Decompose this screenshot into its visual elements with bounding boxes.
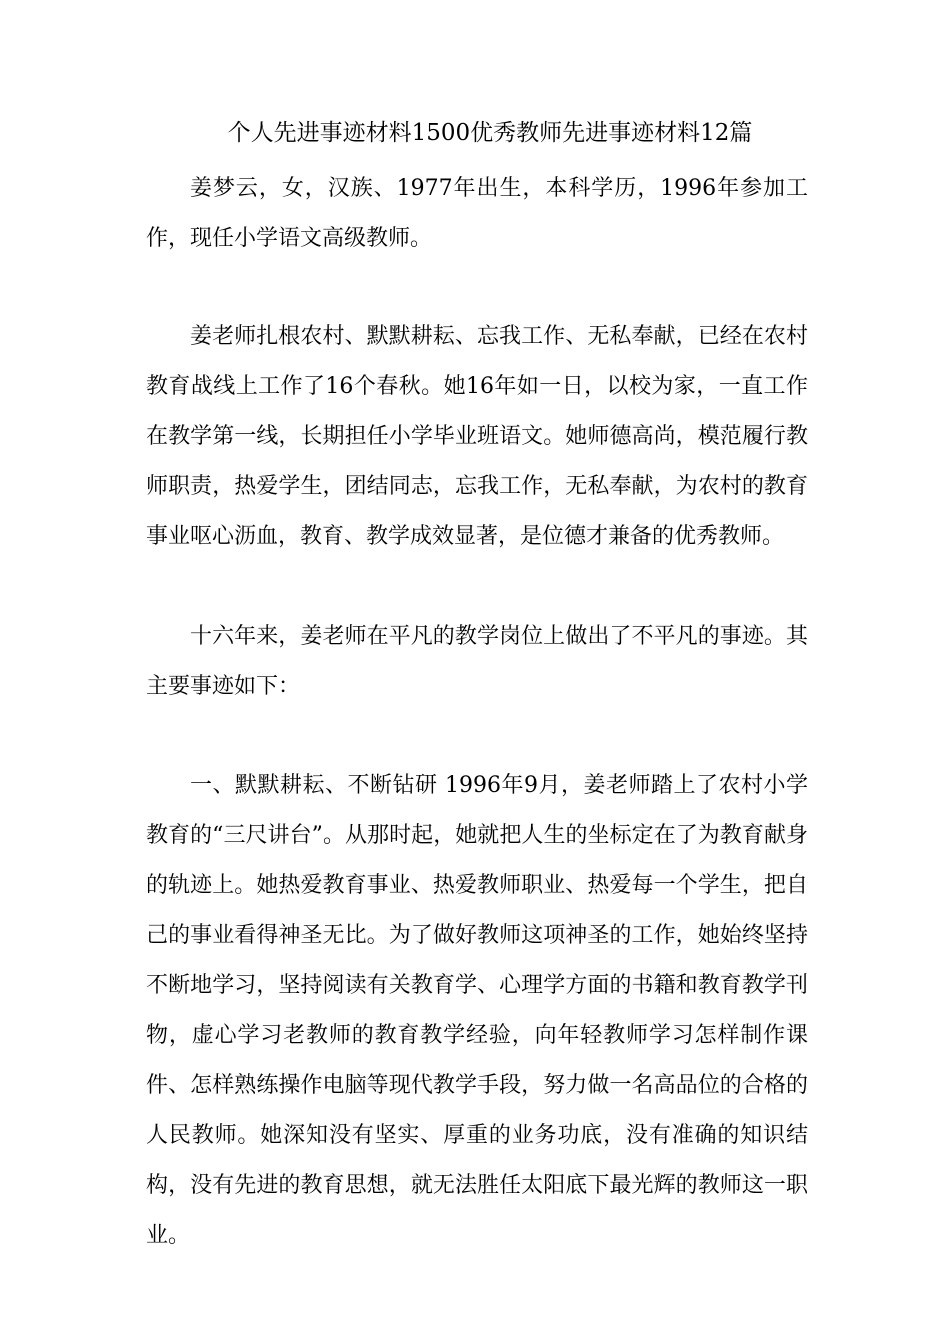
paragraph-overview: 十六年来，姜老师在平凡的教学岗位上做出了不平凡的事迹。其主要事迹如下：: [146, 624, 808, 699]
document-title: 个人先进事迹材料1500优秀教师先进事迹材料12篇: [227, 120, 753, 146]
paragraph-intro: 姜梦云，女，汉族、1977年出生，本科学历，1996年参加工作，现任小学语文高级教师。: [146, 176, 808, 251]
paragraph-summary: 姜老师扎根农村、默默耕耘、忘我工作、无私奉献，已经在农村教育战线上工作了16个春秋。她16年如一日，以校为家，一直工作在教学第一线，长期担任小学毕业班语文。她师德高尚，模范履行教师职责，热爱学生，团结同志，忘我工作，无私奉献，为农村的教育事业呕心沥血，教育、教学成效显著，是位德才兼备的优秀教师。: [146, 324, 808, 549]
paragraph-section-one: 一、默默耕耘、不断钻研 1996年9月，姜老师踏上了农村小学教育的“三尺讲台”。从那时起，她就把人生的坐标定在了为教育献身的轨迹上。她热爱教育事业、热爱教师职业、热爱每一个学生，把自己的事业看得神圣无比。为了做好教师这项神圣的工作，她始终坚持不断地学习，坚持阅读有关教育学、心理学方面的书籍和教育教学刊物，虚心学习老教师的教育教学经验，向年轻教师学习怎样制作课件、怎样熟练操作电脑等现代教学手段，努力做一名高品位的合格的人民教师。她深知没有坚实、厚重的业务功底，没有准确的知识结构，没有先进的教育思想，就无法胜任太阳底下最光辉的教师这一职业。: [146, 773, 808, 1248]
